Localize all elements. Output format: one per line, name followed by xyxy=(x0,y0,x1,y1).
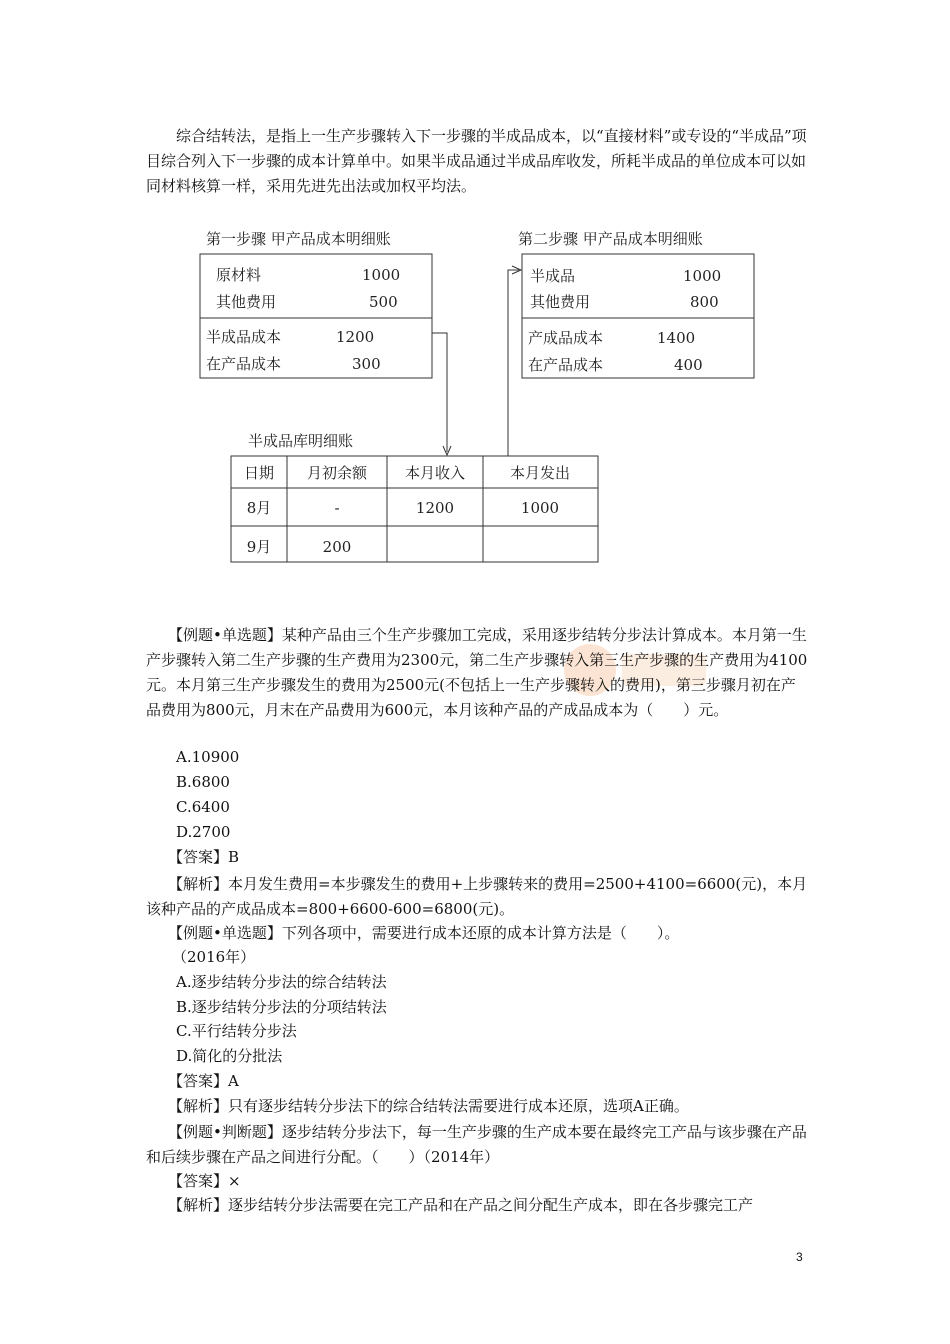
q2-option-a: A.逐步结转分步法的综合结转法 xyxy=(176,973,387,991)
q2-answer: 【答案】A xyxy=(168,1072,239,1090)
ledger-cell: 1200 xyxy=(415,499,455,517)
step2-in-label-1: 半成品 xyxy=(530,267,576,285)
q1-option-d: D.2700 xyxy=(176,823,231,841)
q2-analysis: 【解析】只有逐步结转分步法下的综合结转法需要进行成本还原，选项A正确。 xyxy=(168,1097,689,1115)
ledger-header-date: 日期 xyxy=(243,464,275,482)
ledger-cell: - xyxy=(334,499,340,517)
step2-in-value-2: 800 xyxy=(690,293,719,311)
ledger-cell: 8月 xyxy=(246,499,272,517)
step1-in-value-1: 1000 xyxy=(362,266,401,284)
q2-stem: 【例题•单选题】下列各项中，需要进行成本还原的成本计算方法是（ ）。 xyxy=(168,924,680,942)
ledger-cell: 1000 xyxy=(520,499,560,517)
q2-option-d: D.简化的分批法 xyxy=(176,1047,283,1065)
q2-option-c: C.平行结转分步法 xyxy=(176,1022,297,1040)
ledger-header-opening: 月初余额 xyxy=(306,464,368,482)
step1-out-label-2: 在产品成本 xyxy=(206,355,282,373)
q1-option-b: B.6800 xyxy=(176,773,230,791)
q2-option-b: B.逐步结转分步法的分项结转法 xyxy=(176,998,387,1016)
ledger-cell: 9月 xyxy=(246,538,272,556)
q2-year: （2016年） xyxy=(172,948,256,966)
ledger-header-issued: 本月发出 xyxy=(509,464,571,482)
q1-stem: 某种产品由三个生产步骤加工完成，采用逐步结转分步法计算成本。本月第一生产步骤转入第二生产步骤的生产费用为2300元，第二生产步骤转入第三生产步骤的生产费用为4100元。本月第三生产步骤发生的费用为2500元(不包括上一生产步骤转入的费用)，第三步骤月初在产品费用为800元，月末在产品费用为600元，本月该种产品的产成品成本为（ ）元。 xyxy=(146,626,808,719)
step1-title: 第一步骤 甲产品成本明细账 xyxy=(206,230,391,248)
step1-in-label-1: 原材料 xyxy=(216,266,262,284)
ledger-header-received: 本月收入 xyxy=(404,464,466,482)
q1-tag: 【例题•单选题】 xyxy=(168,626,282,644)
step2-in-value-1: 1000 xyxy=(683,267,722,285)
step2-out-label-1: 产成品成本 xyxy=(528,329,604,347)
step2-out-value-2: 400 xyxy=(674,356,703,374)
step1-out-value-2: 300 xyxy=(352,355,381,373)
step2-out-value-1: 1400 xyxy=(657,329,696,347)
q1-option-a: A.10900 xyxy=(176,748,240,766)
ledger-cell: 200 xyxy=(322,538,352,556)
q3-answer: 【答案】× xyxy=(168,1172,241,1190)
step1-in-label-2: 其他费用 xyxy=(216,293,277,311)
q3-stem: 【例题•判断题】逐步结转分步法下，每一生产步骤的生产成本要在最终完工产品与该步骤在产品和后续步骤在产品之间进行分配。（ ）（2014年） xyxy=(146,1123,807,1166)
step1-out-label-1: 半成品成本 xyxy=(206,328,282,346)
arrow-ledger-to-step2 xyxy=(508,270,519,456)
step1-in-value-2: 500 xyxy=(369,293,398,311)
intro-paragraph: 综合结转法，是指上一生产步骤转入下一步骤的半成品成本，以“直接材料”或专设的“半成品”项目综合列入下一步骤的成本计算单中。如果半成品通过半成品库收发，所耗半成品的单位成本可以如同材料核算一样，采用先进先出法或加权平均法。 xyxy=(146,127,807,195)
step2-out-label-2: 在产品成本 xyxy=(528,356,604,374)
step2-in-label-2: 其他费用 xyxy=(530,293,591,311)
step1-out-value-1: 1200 xyxy=(336,328,375,346)
q3-analysis: 【解析】逐步结转分步法需要在完工产品和在产品之间分配生产成本，即在各步骤完工产 xyxy=(168,1196,754,1214)
cost-flow-diagram xyxy=(0,0,950,620)
q1-analysis: 【解析】本月发生费用=本步骤发生的费用+上步骤转来的费用=2500+4100=6600(元)，本月该种产品的产成品成本=800+6600-600=6800(元)。 xyxy=(146,875,808,918)
step2-title: 第二步骤 甲产品成本明细账 xyxy=(518,230,703,248)
q1-paragraph xyxy=(146,623,808,723)
arrow-step1-to-ledger xyxy=(432,333,447,452)
q1-answer: 【答案】B xyxy=(168,848,240,866)
ledger-title: 半成品库明细账 xyxy=(248,432,354,450)
page-number: 3 xyxy=(796,1250,803,1264)
q1-option-c: C.6400 xyxy=(176,798,230,816)
